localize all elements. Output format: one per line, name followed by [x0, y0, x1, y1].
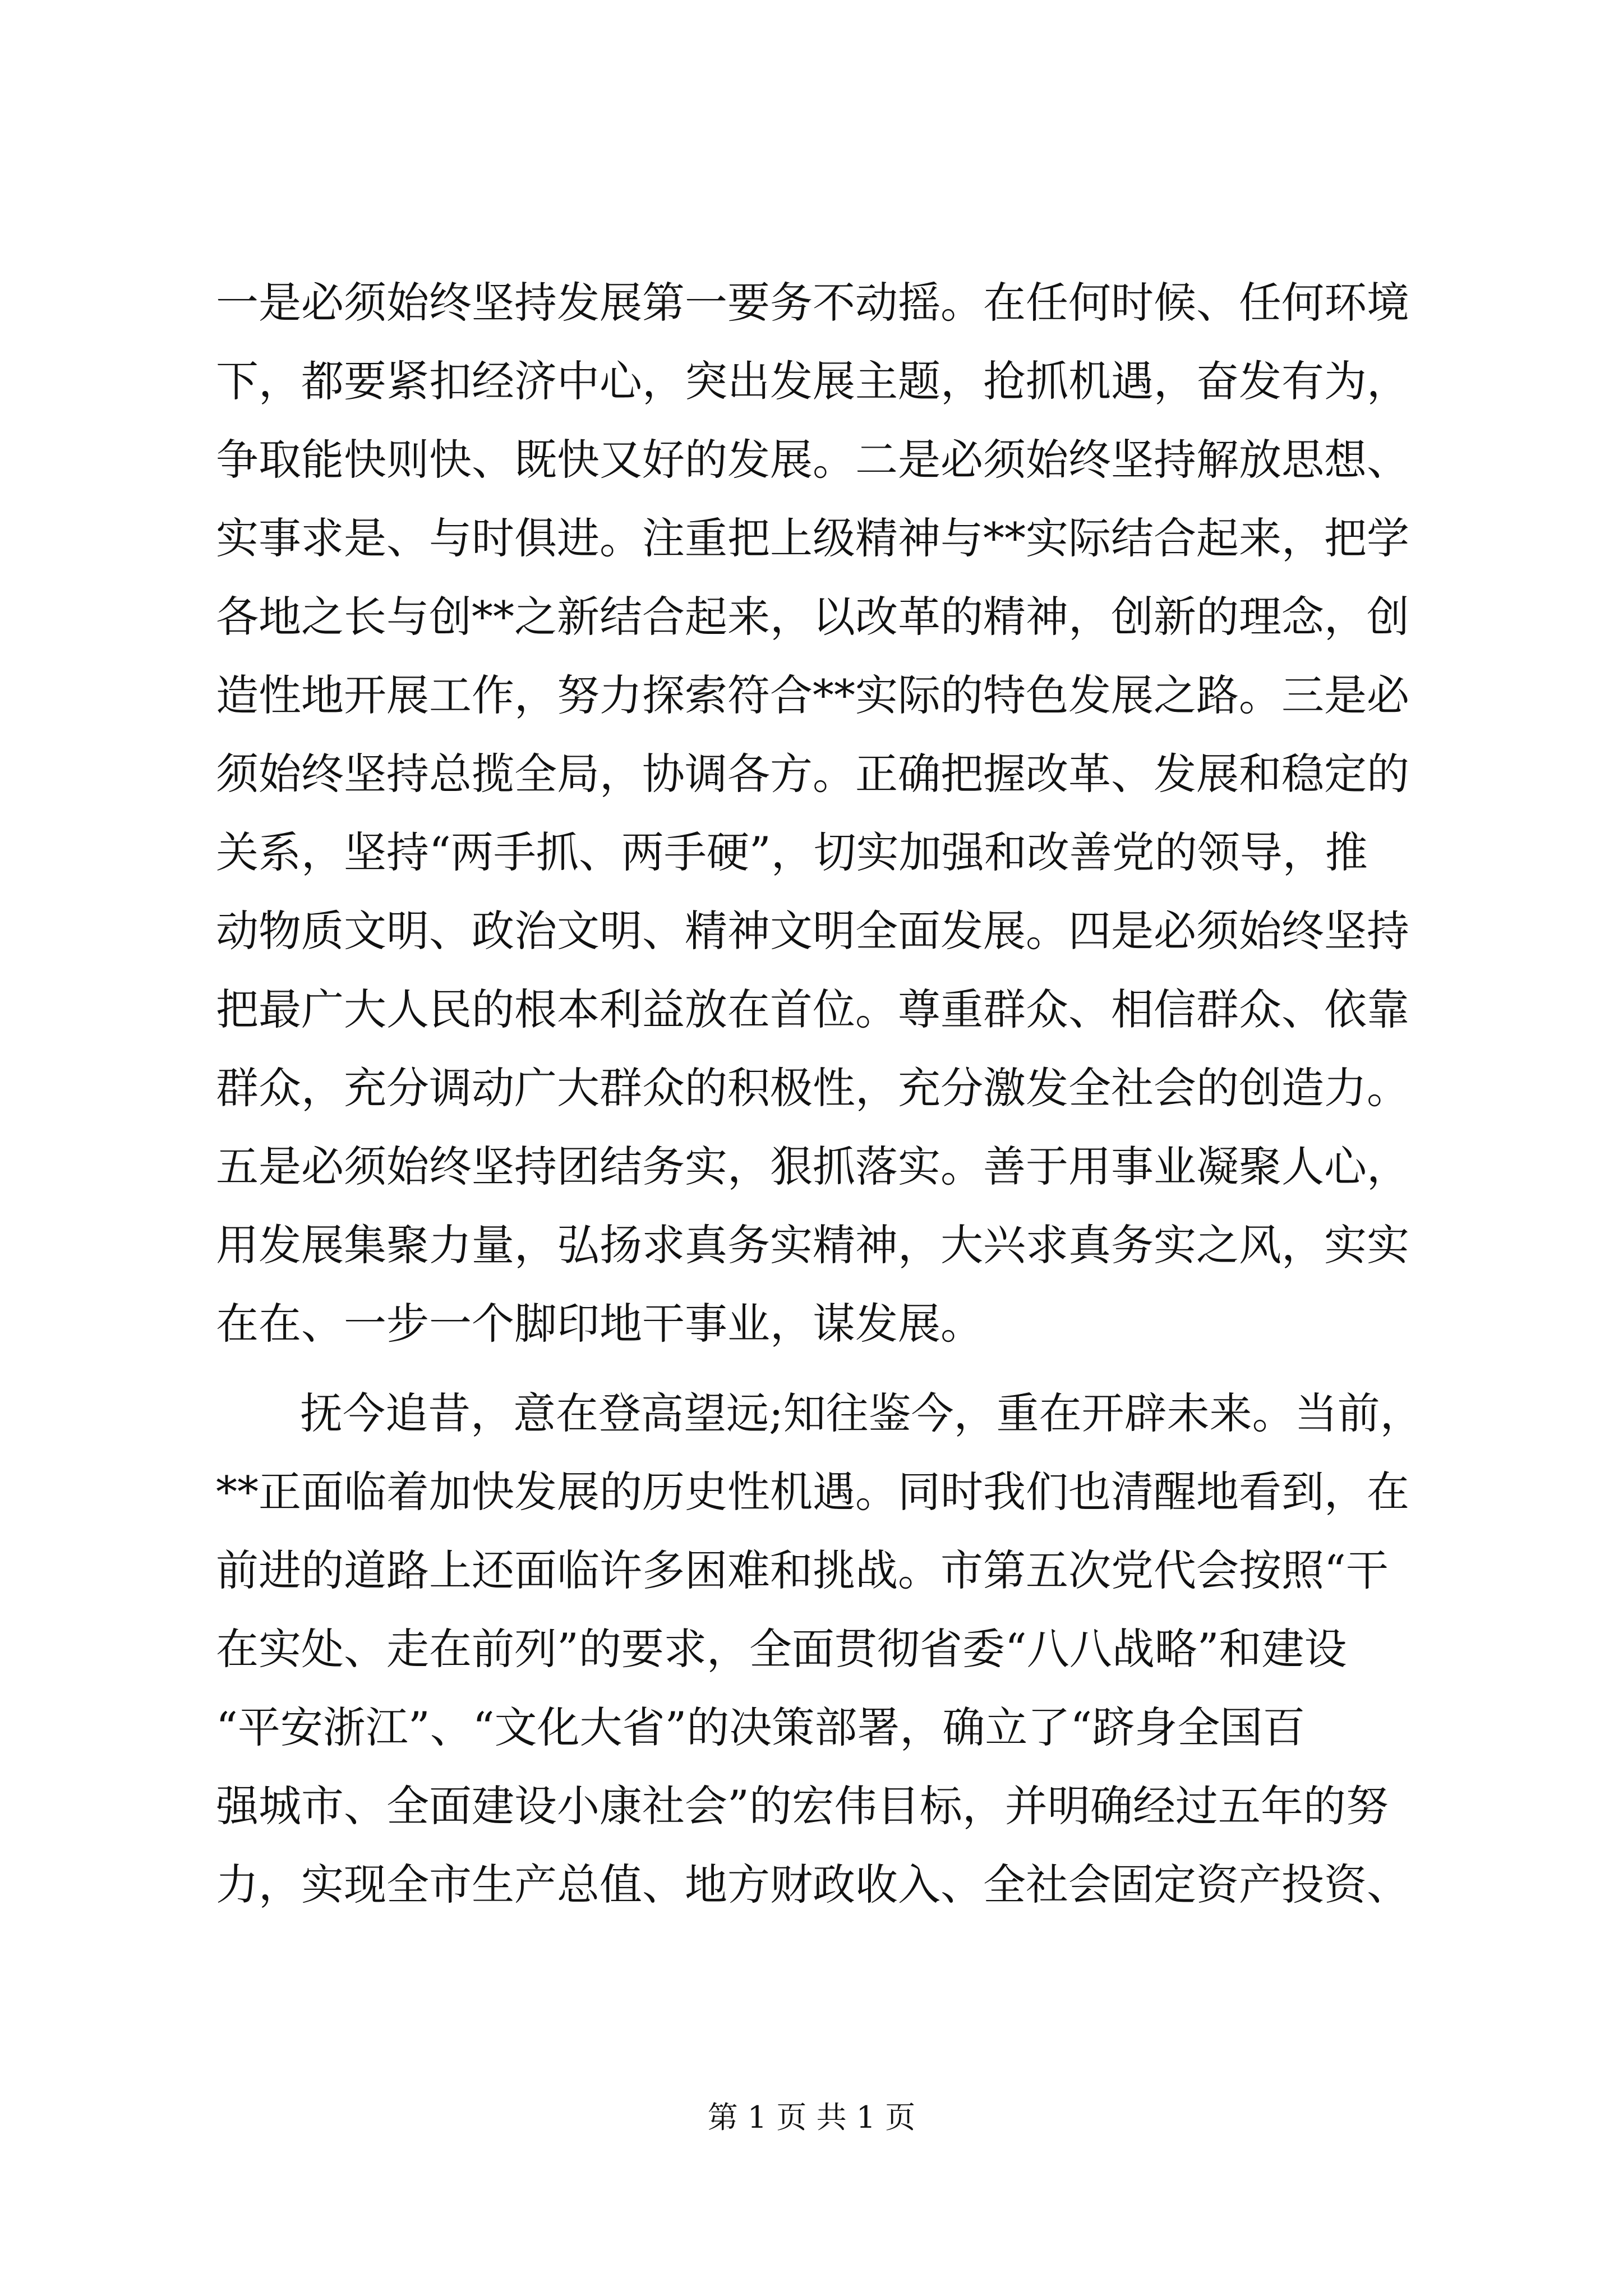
text-line: 力，实现全市生产总值、地方财政收入、全社会固定资产投资、	[216, 1860, 1409, 1910]
text-line: 强城市、全面建设小康社会”的宏伟目标，并明确经过五年的努	[216, 1781, 1389, 1831]
text-line: 实事求是、与时俱进。注重把上级精神与**实际结合起来，把学	[216, 513, 1409, 563]
text-line: 前进的道路上还面临许多困难和挑战。市第五次党代会按照“干	[216, 1545, 1389, 1595]
paragraph-2	[216, 1374, 1423, 1924]
text-line: 抚今追昔，意在登高望远;知往鉴今，重在开辟未来。当前，	[300, 1388, 1423, 1438]
text-line: 下，都要紧扣经济中心，突出发展主题，抢抓机遇，奋发有为，	[216, 356, 1409, 406]
text-line: 造性地开展工作，努力探索符合**实际的特色发展之路。三是必	[216, 670, 1409, 720]
paragraph-1	[216, 264, 1410, 1363]
text-line: 争取能快则快、既快又好的发展。二是必须始终坚持解放思想、	[216, 435, 1409, 485]
text-line: 在在、一步一个脚印地干事业，谋发展。	[216, 1299, 983, 1349]
text-line: 用发展集聚力量，弘扬求真务实精神，大兴求真务实之风，实实	[216, 1220, 1409, 1270]
text-line: 动物质文明、政治文明、精神文明全面发展。四是必须始终坚持	[216, 906, 1409, 956]
page-number: 第 1 页 共 1 页	[707, 2100, 916, 2135]
text-line: “平安浙江”、“文化大省”的决策部署，确立了“跻身全国百	[216, 1703, 1306, 1752]
text-line: 须始终坚持总揽全局，协调各方。正确把握改革、发展和稳定的	[216, 749, 1409, 799]
text-line: 群众，充分调动广大群众的积极性，充分激发全社会的创造力。	[216, 1063, 1409, 1113]
text-line: 各地之长与创**之新结合起来，以改革的精神，创新的理念，创	[216, 592, 1409, 642]
text-line: 关系，坚持“两手抓、两手硬”，切实加强和改善党的领导，推	[216, 827, 1368, 877]
text-line: 把最广大人民的根本利益放在首位。尊重群众、相信群众、依靠	[216, 984, 1409, 1034]
paragraph-gap	[216, 1363, 1410, 1374]
text-line: 一是必须始终坚持发展第一要务不动摇。在任何时候、任何环境	[216, 278, 1409, 328]
text-line: **正面临着加快发展的历史性机遇。同时我们也清醒地看到，在	[216, 1467, 1409, 1517]
page-footer	[0, 2095, 1623, 2140]
text-line: 在实处、走在前列”的要求，全面贯彻省委“八八战略”和建设	[216, 1624, 1347, 1674]
document-body	[216, 264, 1423, 1924]
text-line: 五是必须始终坚持团结务实，狠抓落实。善于用事业凝聚人心，	[216, 1142, 1409, 1191]
